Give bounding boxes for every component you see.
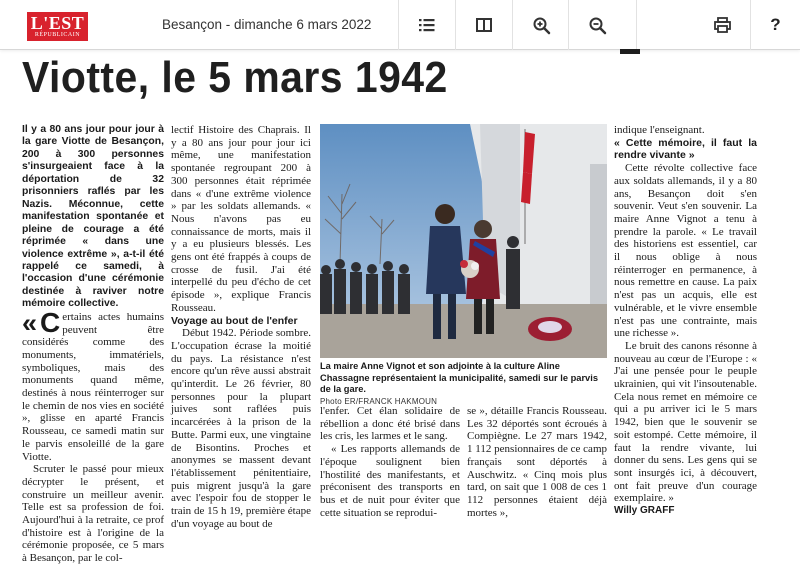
- article-paragraph: indique l'enseignant.: [614, 124, 705, 136]
- article-paragraph: l'enfer. Cet élan solidaire de rébellion a donc été brisé dans les cris, les larmes et le sang.: [320, 405, 460, 443]
- articles-list-button[interactable]: [399, 0, 455, 50]
- zoom-out-button[interactable]: [569, 0, 625, 50]
- article-paragraph: se », détaille Francis Rousseau. Les 32 déportés sont écroués à Compiègne. Le 27 mars 1942, 1 112 pensionnaires de ce camp français sont déportés à Auschwitz. « Cinq mois plus tard, on sait que 1 008 de ces 1 112 personnes étaient déjà mortes »,: [467, 405, 607, 519]
- article-paragraph: [22, 306, 164, 463]
- opening-quote-mark: «: [22, 307, 38, 338]
- article-headline: Viotte, le 5 mars 1942: [22, 53, 448, 102]
- article-column-2: [171, 124, 311, 531]
- list-icon: [419, 18, 435, 32]
- article-paragraph: « Les rapports allemands de l'époque soulignent bien l'hostilité des manifestants, et préconisent des transports en bus et de nuit pour éviter que cette situation se reprodui-: [320, 443, 460, 519]
- ceremony-photo-illustration: [320, 124, 607, 358]
- article-column-3: [320, 405, 460, 519]
- article-photo[interactable]: [320, 124, 607, 358]
- article-paragraph: Scruter le passé pour mieux décrypter le présent, et construire un meilleur avenir. Telle est sa profession de foi. Aujourd'hui à la retraite, ce prof d'histoire est à l'origine de la cérémonie proposée, ce 5 mars à Besançon, par le col-: [22, 463, 164, 565]
- print-button[interactable]: [694, 0, 750, 50]
- paragraph-text: ertains actes humains peuvent être considérés comme des monuments, immatériels, symboliques, mais des monuments quand même, destinés à nous réinterroger sur le chemin de nos vies en société », glisse en aparté Francis Rousseau, ce samedi matin sur le parvis ensoleillé de la gare Viotte.: [22, 310, 164, 463]
- edition-date: Besançon - dimanche 6 mars 2022: [162, 17, 372, 32]
- article-paragraph: Cette révolte collective face aux soldats allemands, il y a 80 ans, Besançon doit s'en souvenir. Veut s'en souvenir. La maire Anne Vignot a tenu à prendre la parole. « Le travail des historiens est essentiel, car il nous oblige à nous réinterroger en permanence, à nous remettre en cause. La paix n'est pas un acquis, elle est vulnérable, et le vivre ensemble n'est pas une contrainte, mais une richesse ».: [614, 162, 757, 340]
- article-paragraph: Début 1942. Période sombre. L'occupation écrase la moitié du pays. La résistance n'est encore qu'un rêve aussi abstrait qu'interdit. Le 26 février, 80 personnes pour la plupart juives sont raflées puis incarcérées à la prison de la Butte. Parmi eux, une vingtaine de Bisontins. Proches et anonymes se massent devant l'établissement pénitentiaire, puis migrent jusqu'à la gare avec l'espoir fou de stopper le train de 15 h 19, première étape d'un voyage au bout de: [171, 327, 311, 530]
- help-button[interactable]: [751, 0, 800, 50]
- logo-subtitle: RÉPUBLICAIN: [34, 32, 81, 38]
- photo-credit: Photo ER/FRANCK HAKMOUN: [320, 396, 438, 406]
- toolbar-divider: [636, 0, 637, 50]
- caption-text: La maire Anne Vignot et son adjointe à la culture Aline Chassagne représentaient la municipalité, samedi sur le parvis de la gare.: [320, 361, 598, 395]
- book-icon: [476, 18, 492, 32]
- drop-cap: C: [40, 306, 61, 338]
- logo-brand: L'EST: [30, 13, 85, 33]
- article-subheading: « Cette mémoire, il faut la rendre vivante »: [614, 136, 757, 162]
- article-paragraph: lectif Histoire des Chaprais. Il y a 80 ans jour pour jour ici même, une manifestation spontanée regroupant 200 à 300 personnes était réprimée dans « d'une extrême violence » par les soldats allemands. « Nous n'avons pas eu connaissance de morts, mais il y a eu plusieurs blessés. Les gens ont été frappés à coups de crosse de fusil. J'ai été interpellé du peu d'écho de cet épisode », explique Francis Rousseau.: [171, 124, 311, 314]
- article-column-1: [22, 124, 164, 565]
- article-column-5: [614, 124, 757, 518]
- newspaper-logo[interactable]: [27, 12, 88, 41]
- zoom-in-icon: [533, 17, 550, 34]
- article-column-4: [467, 405, 607, 519]
- zoom-out-icon: [589, 17, 606, 34]
- photo-caption: [320, 361, 607, 407]
- page-view-button[interactable]: [456, 0, 512, 50]
- article-subheading: Voyage au bout de l'enfer: [171, 314, 298, 327]
- author-signature: Willy GRAFF: [614, 505, 675, 517]
- previous-title-fragment: [620, 49, 640, 54]
- zoom-in-button[interactable]: [513, 0, 569, 50]
- reader-toolbar: [0, 0, 800, 50]
- print-icon: [714, 17, 731, 33]
- article-paragraph: Le bruit des canons résonne à nouveau au cœur de l'Europe : « J'ai une pensée pour le peuple ukrainien, qui vit l'insoutenable. Cela nous remet en mémoire ce qui a pu arriver ici le 5 mars 1942, bien que le souvenir se soit estompé. Cette mémoire, il faut la rendre vivante, lui donner du sens. Les gens qui se sont insurgés ici, à découvert, ont fait preuve d'un courage exemplaire. »: [614, 339, 757, 505]
- help-icon: ?: [770, 15, 781, 34]
- article-lead-paragraph: Il y a 80 ans jour pour jour à la gare Viotte de Besançon, 200 à 300 personnes s'insurgeaient face à la déportation de 32 prisonniers raflés par les Nazis. Méconnue, cette manifestation spontanée et pleine de courage a été réprimée « dans une violence extrême », a-t-il été rappelé ce samedi, à l'occasion d'une cérémonie destinée à raviver notre mémoire collective.: [22, 124, 164, 310]
